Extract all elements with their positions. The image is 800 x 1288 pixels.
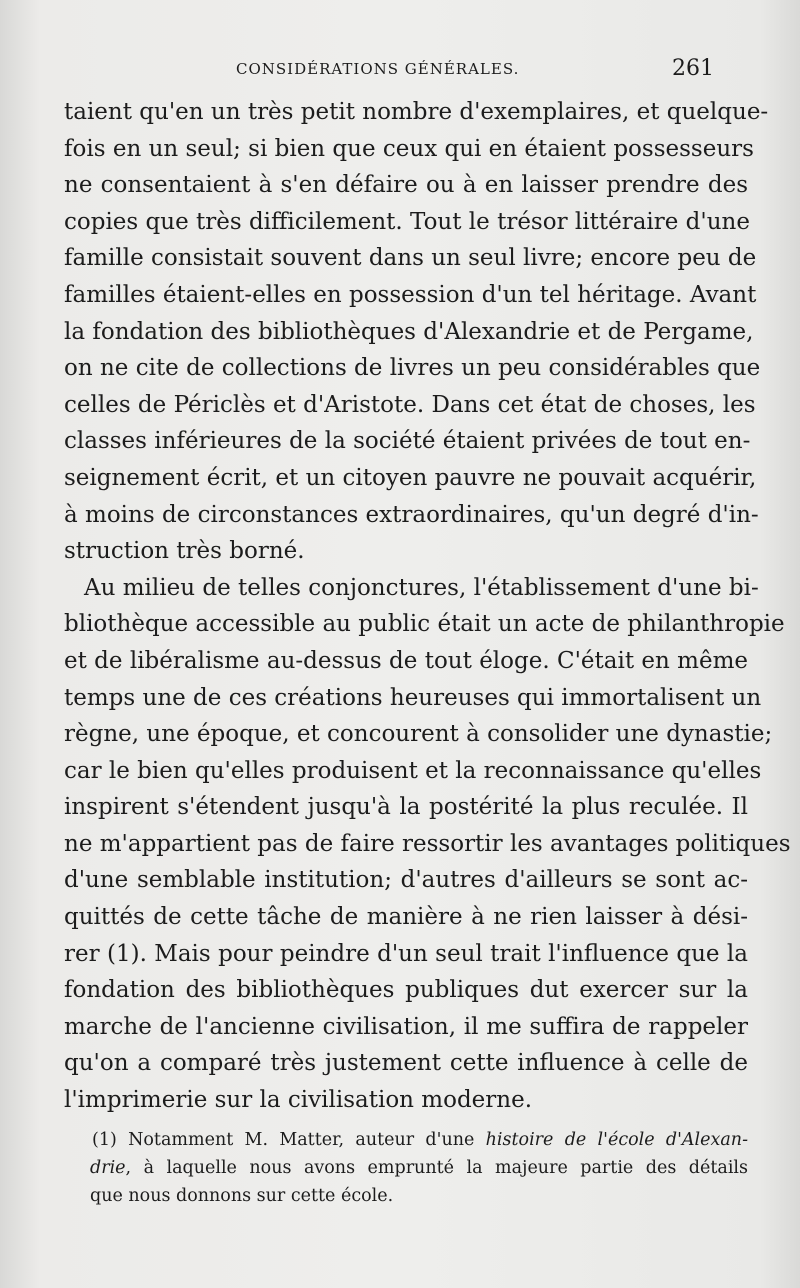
footnote-text: (1) Notamment M. Matter, auteur d'une (92, 1130, 486, 1150)
text-line: qu'on a comparé très justement cette influence à celle de (64, 1050, 748, 1077)
text-line: à moins de circonstances extraordinaires, qu'un degré d'in- (64, 501, 759, 528)
paragraph-start-line: Au milieu de telles conjonctures, l'établissement d'une bi- (84, 574, 759, 601)
page-number: 261 (672, 56, 714, 81)
text-line: familles étaient-elles en possession d'un tel héritage. Avant (64, 281, 757, 308)
text-line: et de libéralisme au-dessus de tout éloge. C'était en même (64, 647, 748, 674)
footnote-book-title: histoire de l'école d'Alexan- (485, 1130, 748, 1150)
footnote (92, 1126, 748, 1210)
text-line: celles de Périclès et d'Aristote. Dans cet état de choses, les (64, 391, 756, 418)
footnote-text: , à laquelle nous avons emprunté la majeure partie des détails (125, 1158, 748, 1178)
text-line: règne, une époque, et concourent à consolider une dynastie; (64, 721, 773, 748)
text-line: taient qu'en un très petit nombre d'exemplaires, et quelque- (64, 99, 769, 125)
text-line: fois en un seul; si bien que ceux qui en étaient possesseurs (64, 135, 754, 162)
text-line: ne m'appartient pas de faire ressortir les avantages politiques (64, 830, 791, 857)
text-line: temps une de ces créations heureuses qui immortalisent un (64, 684, 762, 711)
footnote-line (90, 1154, 748, 1182)
text-line: struction très borné. (64, 538, 305, 565)
text-line: rer (1). Mais pour peindre d'un seul trait l'influence que la (64, 940, 748, 967)
footnote-book-title-end: drie (90, 1158, 126, 1178)
text-line: quittés de cette tâche de manière à ne rien laisser à dési- (64, 904, 748, 931)
text-line: copies que très difficilement. Tout le trésor littéraire d'une (64, 208, 750, 235)
text-line: bliothèque accessible au public était un acte de philanthropie (64, 611, 785, 638)
text-line: fondation des bibliothèques publiques dut exercer sur la (64, 977, 748, 1004)
text-line: famille consistait souvent dans un seul livre; encore peu de (64, 245, 757, 272)
body-text (64, 94, 791, 1119)
text-line: l'imprimerie sur la civilisation moderne. (64, 1087, 533, 1114)
text-line: car le bien qu'elles produisent et la reconnaissance qu'elles (64, 757, 762, 784)
text-line: d'une semblable institution; d'autres d'ailleurs se sont ac- (64, 867, 748, 894)
footnote-line: que nous donnons sur cette école. (90, 1186, 394, 1206)
text-line: on ne cite de collections de livres un peu considérables que (64, 355, 761, 382)
text-line: inspirent s'étendent jusqu'à la postérité la plus reculée. Il (64, 794, 748, 821)
text-line: la fondation des bibliothèques d'Alexandrie et de Pergame, (64, 318, 754, 345)
text-line: seignement écrit, et un citoyen pauvre ne pouvait acquérir, (64, 464, 757, 491)
footnote-line (92, 1126, 748, 1154)
text-line: ne consentaient à s'en défaire ou à en laisser prendre des (64, 172, 748, 199)
running-head: CONSIDÉRATIONS GÉNÉRALES. (236, 60, 520, 78)
text-line: classes inférieures de la société étaient privées de tout en- (64, 428, 751, 455)
text-line: marche de l'ancienne civilisation, il me suffira de rappeler (64, 1013, 748, 1040)
